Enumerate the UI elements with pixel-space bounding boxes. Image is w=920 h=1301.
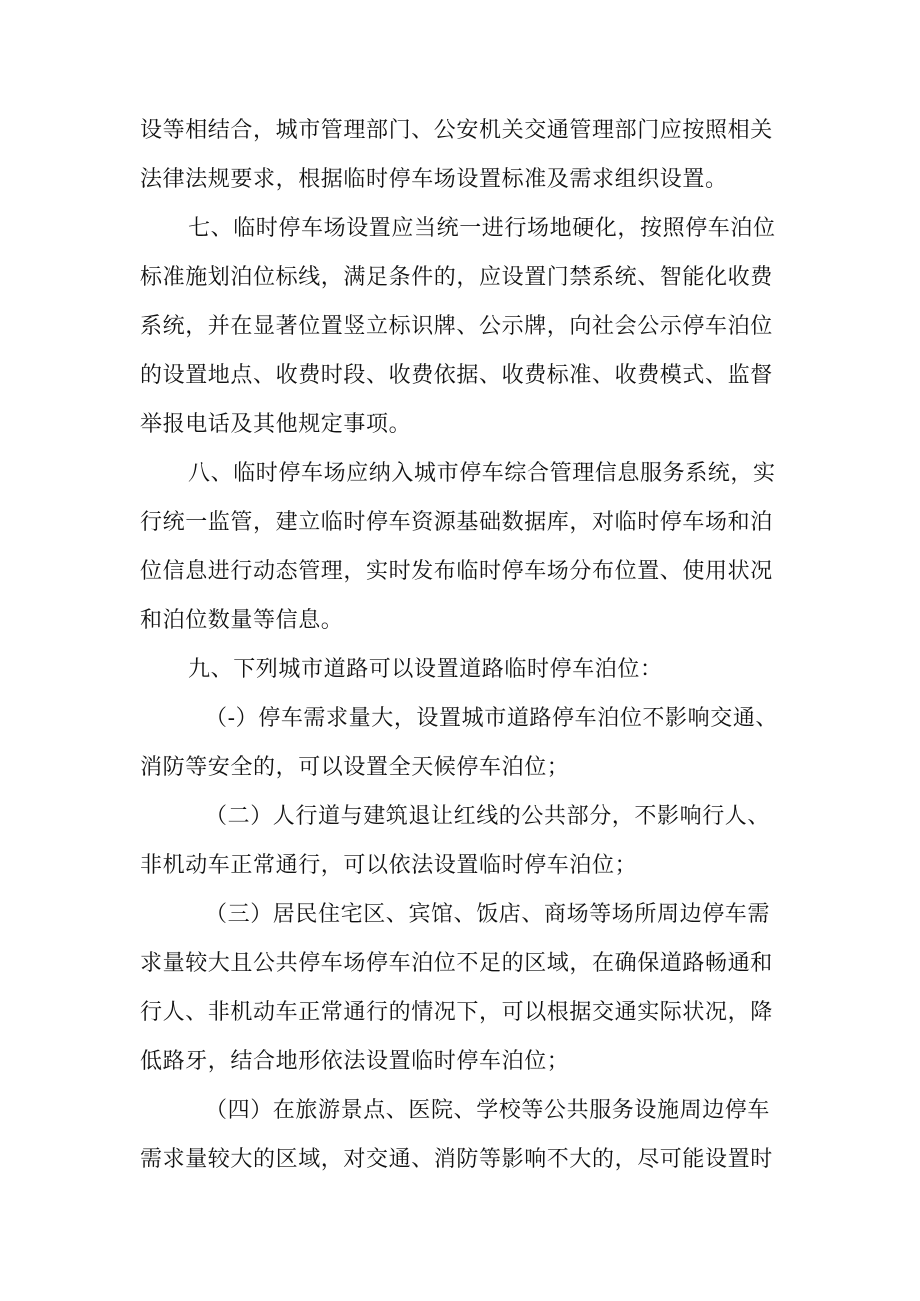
text-line: 设等相结合，城市管理部门、公安机关交通管理部门应按照相关 <box>140 118 773 143</box>
text-line: 行统一监管，建立临时停车资源基础数据库，对临时停车场和泊 <box>140 510 773 535</box>
text-line: 非机动车正常通行，可以依法设置临时停车泊位； <box>140 853 638 878</box>
text-line: 举报电话及其他规定事项。 <box>140 412 412 437</box>
paragraph-7-start: 七、临时停车场设置应当统一进行场地硬化，按照停车泊位 <box>188 216 776 241</box>
text-line: 低路牙，结合地形依法设置临时停车泊位； <box>140 1049 570 1074</box>
item-4-start: （四）在旅游景点、医院、学校等公共服务设施周边停车 <box>205 1098 771 1123</box>
paragraph-8-start: 八、临时停车场应纳入城市停车综合管理信息服务系统，实 <box>188 461 776 486</box>
text-line: 需求量较大的区域，对交通、消防等影响不大的，尽可能设置时 <box>140 1147 773 1172</box>
text-line: 系统，并在显著位置竖立标识牌、公示牌，向社会公示停车泊位 <box>140 314 773 339</box>
text-line: 法律法规要求，根据临时停车场设置标准及需求组织设置。 <box>140 167 728 192</box>
item-1-start: （-）停车需求量大，设置城市道路停车泊位不影响交通、 <box>205 706 779 731</box>
text-line: 位信息进行动态管理，实时发布临时停车场分布位置、使用状况 <box>140 559 773 584</box>
item-2-start: （二）人行道与建筑退让红线的公共部分，不影响行人、 <box>205 804 771 829</box>
text-line: 求量较大且公共停车场停车泊位不足的区域，在确保道路畅通和 <box>140 951 773 976</box>
item-3-start: （三）居民住宅区、宾馆、饭店、商场等场所周边停车需 <box>205 902 771 927</box>
text-line: 的设置地点、收费时段、收费依据、收费标准、收费模式、监督 <box>140 363 773 388</box>
text-line: 和泊位数量等信息。 <box>140 608 344 633</box>
paragraph-9-start: 九、下列城市道路可以设置道路临时停车泊位： <box>188 657 663 682</box>
text-line: 行人、非机动车正常通行的情况下，可以根据交通实际状况，降 <box>140 1000 773 1025</box>
text-line: 消防等安全的，可以设置全天候停车泊位； <box>140 755 570 780</box>
text-line: 标准施划泊位标线，满足条件的，应设置门禁系统、智能化收费 <box>140 265 773 290</box>
